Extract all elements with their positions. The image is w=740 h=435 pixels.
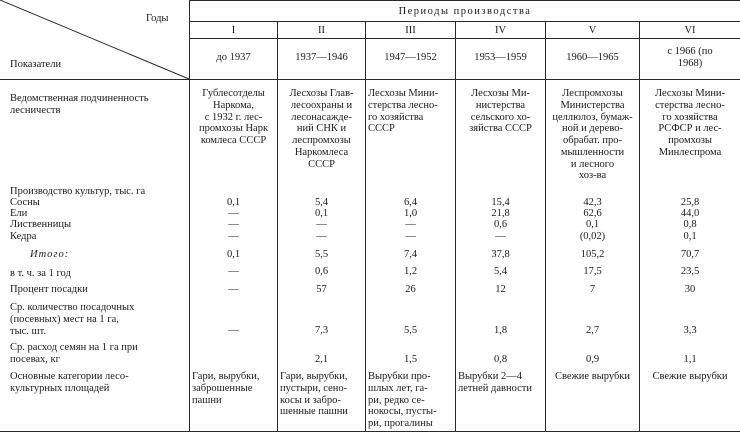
species-pine-p1: 0,1: [226, 197, 241, 208]
periods-title: Периоды производства: [398, 6, 532, 17]
period-1-years: до 1937: [216, 52, 251, 63]
per-year-p4: 5,4: [493, 266, 508, 277]
categories-p1: Гари, вырубки, заброшенные пашни: [192, 371, 260, 406]
species-spruce-p5: 62,6: [583, 208, 602, 219]
per-year-label: в т. ч. за 1 год: [10, 268, 71, 279]
planting-pct-p4: 12: [495, 284, 506, 295]
species-spruce-label: Ели: [10, 208, 28, 219]
seed-rate-label: Ср. расход семян на 1 га при посевах, кг: [10, 342, 138, 365]
planting-pct-p1: —: [228, 284, 239, 295]
planting-pct-p3: 26: [405, 284, 416, 295]
subordination-p1: Гублесотделы Наркома, с 1932 г. лес- промхозы Нарк комлеса СССР: [198, 88, 269, 146]
categories-label: Основные категории лесо- культурных площадей: [10, 371, 129, 394]
period-3-numeral: III: [405, 25, 416, 36]
period-2-years: 1937—1946: [295, 52, 348, 63]
categories-p6: Свежие вырубки: [652, 371, 728, 382]
subordination-p3: Лесхозы Мини- стерства лесно- го хозяйства СССР: [368, 88, 439, 135]
subordination-label: Ведомственная подчиненность лесничеств: [10, 93, 149, 116]
avg-planting-p3: 5,5: [403, 325, 418, 336]
total-p6: 70,7: [680, 249, 700, 260]
total-p1: 0,1: [226, 249, 241, 260]
period-3-years: 1947—1952: [384, 52, 437, 63]
period-1-numeral: I: [231, 25, 236, 36]
categories-p2: Гари, вырубки, пустыри, сено- косы и забро- шенные пашни: [280, 371, 348, 418]
species-larch-p3: —: [405, 219, 416, 230]
per-year-p3: 1,2: [403, 266, 418, 277]
per-year-p6: 23,5: [680, 266, 700, 277]
indicators-label: Показатели: [10, 59, 62, 70]
species-cedar-p5: (0,02): [579, 231, 606, 242]
rule-under-numerals: [190, 38, 740, 39]
seed-rate-p3: 1,5: [403, 354, 418, 365]
avg-planting-label: Ср. количество посадочных (посевных) мест на 1 га, тыс. шт.: [10, 302, 135, 337]
total-p5: 105,2: [580, 249, 605, 260]
subordination-p2: Лесхозы Глав- лесоохраны и лесонасажде- ний СНК и леспромхозы Наркомлеса СССР: [289, 88, 354, 170]
species-pine-p6: 25,8: [680, 197, 700, 208]
categories-p5: Свежие вырубки: [554, 371, 631, 382]
species-spruce-p3: 1,0: [403, 208, 418, 219]
species-larch-p6: 0,8: [683, 219, 697, 230]
species-larch-p4: 0,6: [493, 219, 508, 230]
subordination-p5: Леспромхозы Министерства целлюлоз, бумаж- ной и дерево- обрабат. про- мышленности и лесного хоз-ва: [552, 88, 633, 182]
per-year-p1: —: [228, 266, 239, 277]
species-pine-p2: 5,4: [314, 197, 329, 208]
seed-rate-p2: 2,1: [314, 354, 329, 365]
species-spruce-p4: 21,8: [491, 208, 510, 219]
species-spruce-p6: 44,0: [680, 208, 700, 219]
period-5-numeral: V: [588, 25, 597, 36]
rule-under-periods-title: [190, 21, 740, 22]
seed-rate-p6: 1,1: [683, 354, 697, 365]
period-4-years: 1953—1959: [474, 52, 527, 63]
planting-pct-label: Процент посадки: [10, 284, 88, 295]
species-cedar-p2: —: [316, 231, 327, 242]
total-p4: 37,8: [491, 249, 510, 260]
avg-planting-p2: 7,3: [314, 325, 329, 336]
period-6-years: с 1966 (по 1968): [667, 46, 713, 69]
categories-p3: Вырубки про- шлых лет, га- ри, редко се- нокосы, пусты- ри, прогалины: [368, 371, 437, 429]
subordination-p4: Лесхозы Ми- нистерства сельского хо- зяйства СССР: [469, 88, 532, 135]
seed-rate-p4: 0,8: [493, 354, 508, 365]
rule-table-bottom: [0, 431, 740, 432]
avg-planting-p6: 3,3: [683, 325, 697, 336]
species-pine-label: Сосны: [10, 197, 40, 208]
subordination-p6: Лесхозы Мини- стерства лесно- го хозяйства РСФСР и лес- промхозы Минлеспрома: [654, 88, 726, 158]
species-spruce-p1: —: [228, 208, 239, 219]
period-2-numeral: II: [318, 25, 325, 36]
period-5-years: 1960—1965: [566, 52, 619, 63]
species-spruce-p2: 0,1: [314, 208, 329, 219]
species-larch-label: Лиственницы: [10, 219, 72, 230]
total-label: Итого:: [30, 249, 70, 260]
seed-rate-p5: 0,9: [585, 354, 600, 365]
per-year-p2: 0,6: [314, 266, 329, 277]
species-pine-p5: 42,3: [583, 197, 602, 208]
species-cedar-label: Кедра: [10, 231, 37, 242]
avg-planting-p5: 2,7: [585, 325, 600, 336]
per-year-p5: 17,5: [583, 266, 602, 277]
planting-pct-p2: 57: [316, 284, 327, 295]
avg-planting-p1: —: [228, 325, 239, 336]
period-4-numeral: IV: [494, 25, 507, 36]
years-label: Годы: [146, 13, 169, 24]
species-cedar-p6: 0,1: [683, 231, 697, 242]
rule-top: [190, 0, 740, 1]
species-cedar-p1: —: [228, 231, 239, 242]
total-p3: 7,4: [403, 249, 418, 260]
categories-p4: Вырубки 2—4 летней давности: [458, 371, 532, 394]
species-larch-p1: —: [228, 219, 239, 230]
total-p2: 5,5: [314, 249, 329, 260]
species-cedar-p3: —: [405, 231, 416, 242]
period-6-numeral: VI: [684, 25, 696, 36]
production-title: Производство культур, тыс. га: [10, 186, 146, 197]
species-pine-p3: 6,4: [403, 197, 418, 208]
planting-pct-p6: 30: [684, 284, 696, 295]
species-larch-p5: 0,1: [585, 219, 600, 230]
species-pine-p4: 15,4: [491, 197, 510, 208]
species-larch-p2: —: [316, 219, 327, 230]
planting-pct-p5: 7: [589, 284, 596, 295]
avg-planting-p4: 1,8: [493, 325, 508, 336]
species-cedar-p4: —: [495, 231, 506, 242]
